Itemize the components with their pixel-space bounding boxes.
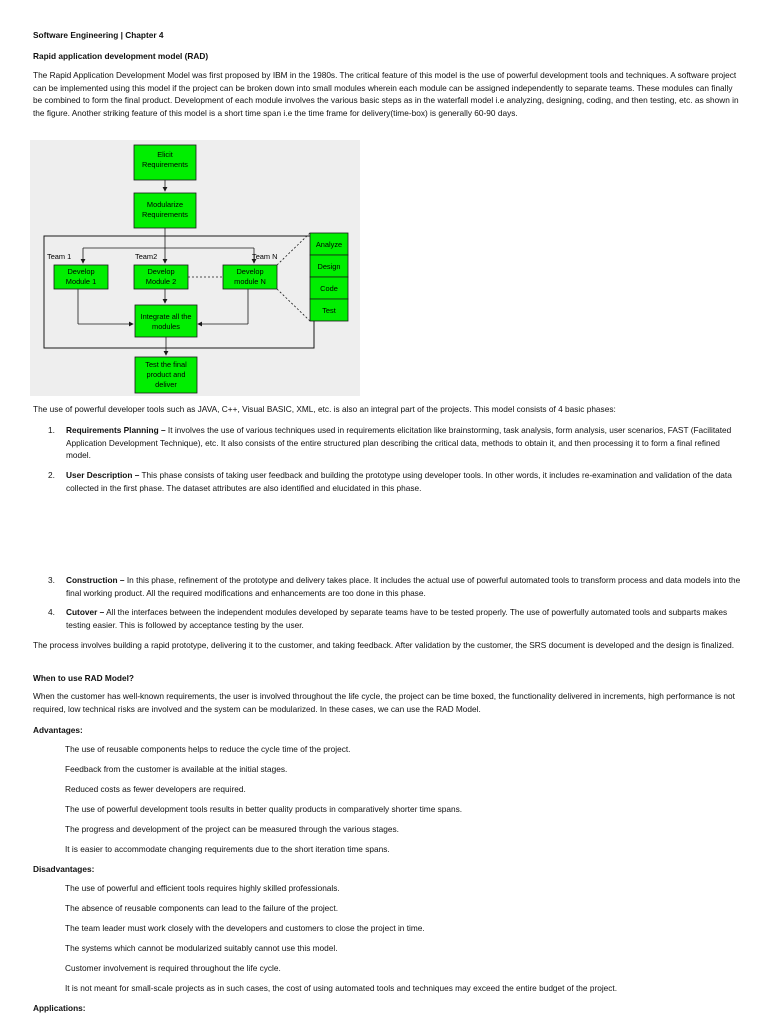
disadvantage-item: It is not meant for small-scale projects as in such cases, the cost of using automated tools and techniques may exceed the entire budget of the project. bbox=[65, 983, 618, 993]
svg-text:product and: product and bbox=[146, 370, 186, 379]
svg-text:Analyze: Analyze bbox=[315, 240, 343, 249]
modularize-requirements-box bbox=[134, 193, 196, 228]
phase-2-text: This phase consists of taking user feedback and building the prototype using developer tools. In other words, it includes re-examination and validation of the data collected in the first phase. The dataset attributes are also identified and elucidated in this phase. bbox=[66, 470, 732, 493]
svg-text:deliver: deliver bbox=[155, 380, 177, 389]
disadvantages-heading: Disadvantages: bbox=[33, 864, 95, 874]
svg-text:Modularize: Modularize bbox=[146, 200, 184, 209]
phase-1-number: 1. bbox=[48, 425, 55, 435]
team-n-label: Team N bbox=[252, 252, 278, 261]
phase-2-number: 2. bbox=[48, 470, 55, 480]
svg-text:Test the final: Test the final bbox=[145, 360, 187, 369]
test-deliver-box bbox=[135, 357, 197, 393]
svg-text:Code: Code bbox=[320, 284, 338, 293]
phase-2-name: User Description – bbox=[66, 470, 140, 480]
svg-text:module N: module N bbox=[234, 277, 266, 286]
advantage-item: The progress and development of the project can be measured through the various stages. bbox=[65, 824, 399, 834]
team-2-label: Team2 bbox=[135, 252, 158, 261]
section-title: Rapid application development model (RAD) bbox=[33, 51, 209, 61]
phase-3-number: 3. bbox=[48, 575, 55, 585]
integrate-modules-box bbox=[135, 305, 197, 337]
svg-text:Elicit: Elicit bbox=[157, 150, 173, 159]
svg-text:Module 2: Module 2 bbox=[145, 277, 177, 286]
team-1-label: Team 1 bbox=[47, 252, 72, 261]
develop-module-1-box bbox=[54, 265, 108, 289]
disadvantage-item: The team leader must work closely with the developers and customers to close the project in time. bbox=[65, 923, 425, 933]
tools-paragraph: The use of powerful developer tools such as JAVA, C++, Visual BASIC, XML, etc. is also an integral part of the projects. This model consists of 4 basic phases: bbox=[33, 404, 616, 414]
phase-4-text: All the interfaces between the independent modules developed by separate teams have to be tested properly. The use of powerfully automated tools and subparts makes testing easier. This is followed by acceptance testing by the user. bbox=[66, 607, 728, 630]
advantage-item: Feedback from the customer is available at the initial stages. bbox=[65, 764, 288, 774]
advantage-item: Reduced costs as fewer developers are required. bbox=[65, 784, 246, 794]
process-paragraph: The process involves building a rapid prototype, delivering it to the customer, and taking feedback. After validation by the customer, the SRS document is developed and the design is finalized. bbox=[33, 640, 735, 650]
svg-text:Requirements: Requirements bbox=[141, 160, 189, 169]
disadvantage-item: The use of powerful and efficient tools requires highly skilled professionals. bbox=[65, 883, 340, 893]
svg-text:Develop: Develop bbox=[236, 267, 264, 276]
phase-3-item bbox=[66, 574, 742, 599]
svg-text:Requirements: Requirements bbox=[141, 210, 189, 219]
when-heading: When to use RAD Model? bbox=[33, 673, 134, 683]
applications-heading: Applications: bbox=[33, 1003, 86, 1013]
phase-2-item bbox=[66, 469, 742, 494]
intro-paragraph: The Rapid Application Development Model was first proposed by IBM in the 1980s. The critical feature of this model is the use of powerful development tools and techniques. A software project can be implemented using this model if the project can be broken down into small modules wherein each module can be assigned independently to separate teams. These modules can finally be combined to form the final product. Development of each module involves the various basic steps as in the waterfall model i.e analyzing, designing, coding, and then testing, etc. as shown in the figure. Another striking feature of this model is a short time span i.e the time frame for delivery(time-box) is generally 60-90 days. bbox=[33, 70, 739, 118]
svg-text:modules: modules bbox=[152, 322, 180, 331]
develop-module-2-box bbox=[134, 265, 188, 289]
phase-stack bbox=[310, 233, 348, 321]
phase-4-name: Cutover – bbox=[66, 607, 105, 617]
phase-1-text: It involves the use of various techniques used in requirements elicitation like brainstorming, task analysis, form analysis, user scenarios, FAST (Facilitated Application Development Technique), etc. It also consists of the entire structured plan describing the critical data, methods to obtain it, and then processing it to form a final refined model. bbox=[66, 425, 732, 461]
phase-4-item bbox=[66, 606, 742, 631]
phase-1-item bbox=[66, 424, 742, 462]
rad-model-diagram bbox=[30, 140, 360, 396]
disadvantage-item: The systems which cannot be modularized suitably cannot use this model. bbox=[65, 943, 338, 953]
advantage-item: The use of powerful development tools results in better quality products in comparatively shorter time spans. bbox=[65, 804, 463, 814]
develop-module-n-box bbox=[223, 265, 277, 289]
svg-text:Develop: Develop bbox=[147, 267, 175, 276]
svg-text:Test: Test bbox=[322, 306, 336, 315]
advantages-heading: Advantages: bbox=[33, 725, 83, 735]
svg-text:Module 1: Module 1 bbox=[65, 277, 97, 286]
advantage-item: It is easier to accommodate changing requirements due to the short iteration time spans. bbox=[65, 844, 390, 854]
chapter-header: Software Engineering | Chapter 4 bbox=[33, 30, 164, 40]
phase-3-name: Construction – bbox=[66, 575, 125, 585]
phase-1-name: Requirements Planning – bbox=[66, 425, 166, 435]
svg-text:Integrate all the: Integrate all the bbox=[140, 312, 192, 321]
disadvantage-item: The absence of reusable components can lead to the failure of the project. bbox=[65, 903, 339, 913]
phase-4-number: 4. bbox=[48, 607, 55, 617]
advantage-item: The use of reusable components helps to reduce the cycle time of the project. bbox=[65, 744, 351, 754]
svg-text:Develop: Develop bbox=[67, 267, 95, 276]
elicit-requirements-box bbox=[134, 145, 196, 180]
disadvantage-item: Customer involvement is required throughout the life cycle. bbox=[65, 963, 281, 973]
phase-3-text: In this phase, refinement of the prototype and delivery takes place. It includes the actual use of powerful automated tools to transform process and data models into the final working product. All the required modifications and enhancements are too done in this phase. bbox=[66, 575, 741, 598]
svg-text:Design: Design bbox=[317, 262, 341, 271]
when-paragraph: When the customer has well-known requirements, the user is involved throughout the life cycle, the project can be time boxed, the functionality delivered in increments, high performance is not required, low technical risks are involved and the system can be modularized. In these cases, we can use the RAD Model. bbox=[33, 691, 735, 714]
